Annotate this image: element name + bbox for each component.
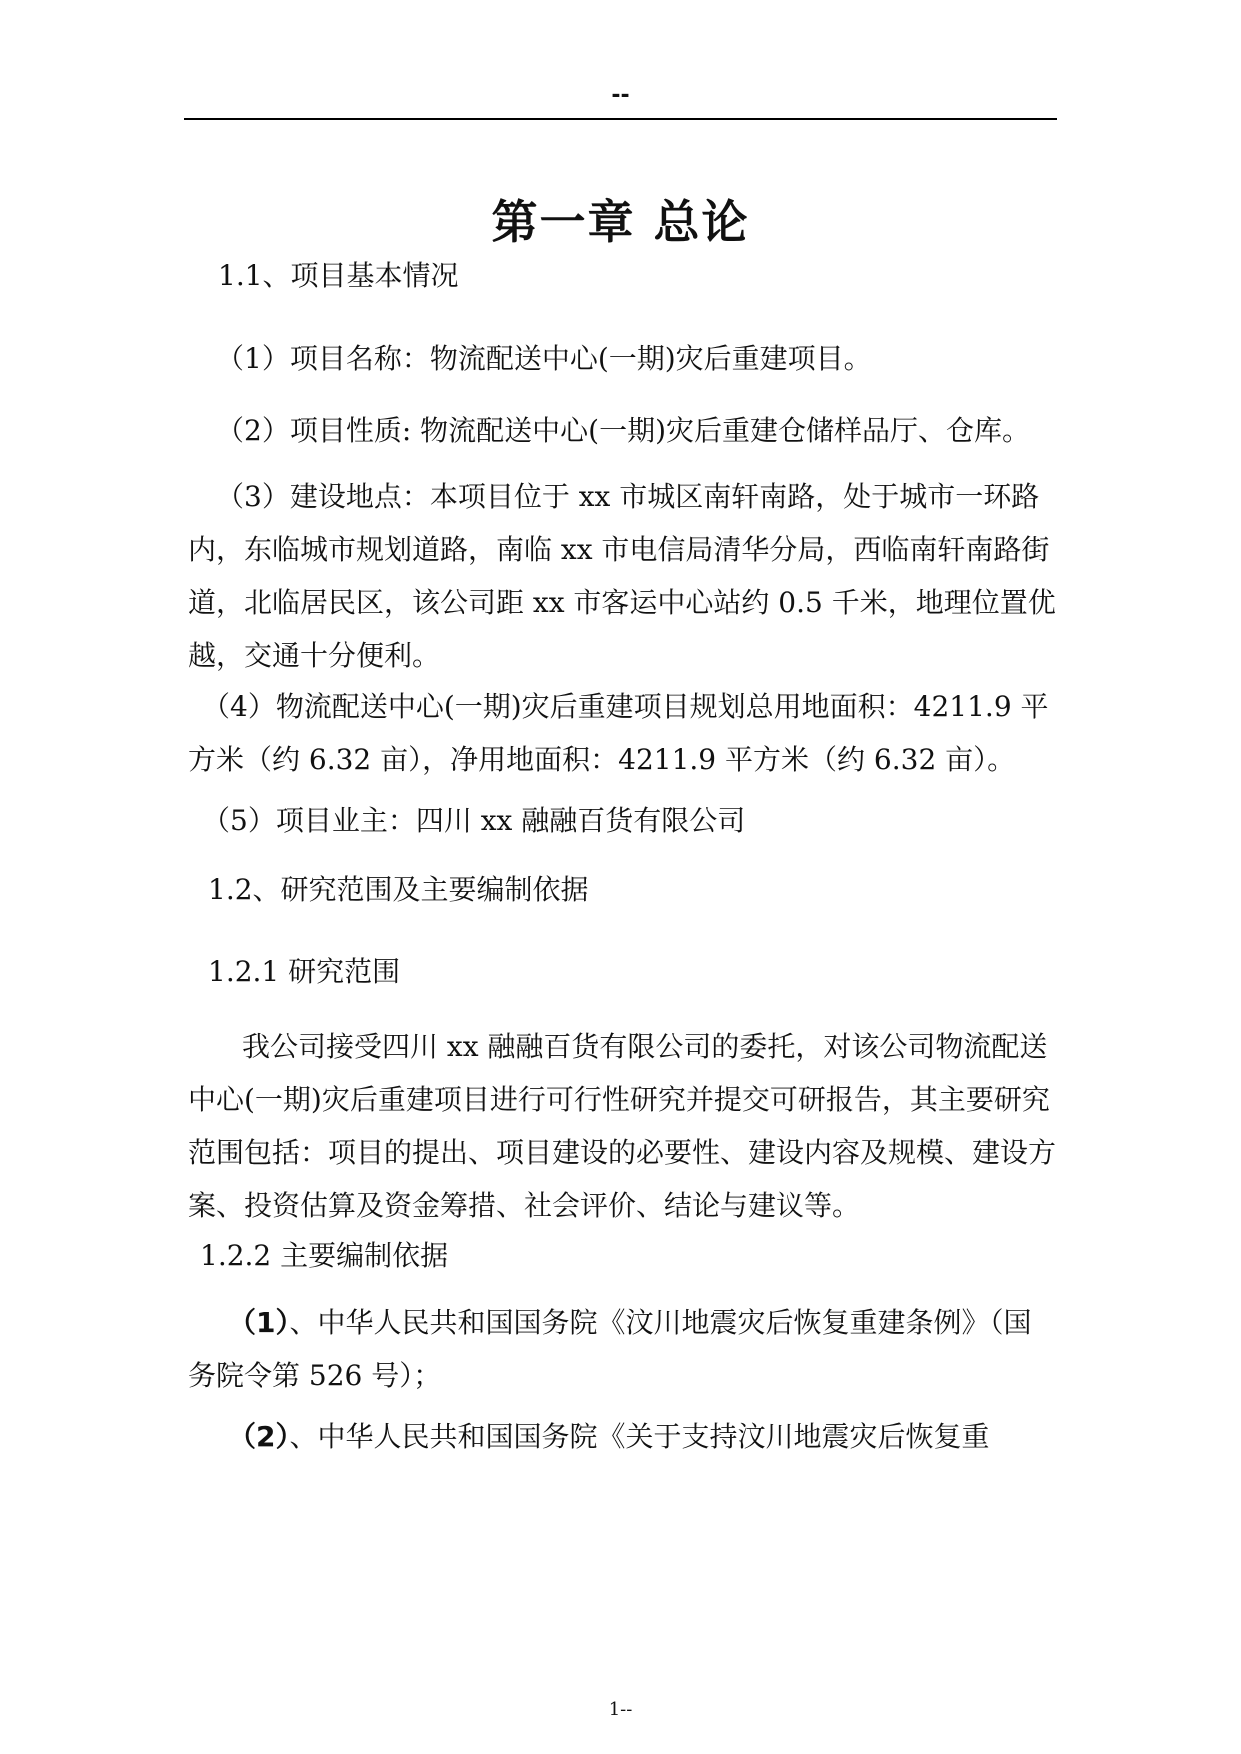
basis-item-1-number: （1）: [228, 1306, 290, 1339]
basis-item-1: [188, 1296, 1058, 1402]
item-project-nature: （2）项目性质: 物流配送中心(一期)灾后重建仓储样品厅、仓库。: [216, 414, 1030, 447]
header-divider: [184, 118, 1057, 120]
basis-item-2-number: （2）: [228, 1420, 290, 1453]
item-project-area: （4）物流配送中心(一期)灾后重建项目规划总用地面积：4211.9 平方米（约 6.32 亩），净用地面积：4211.9 平方米（约 6.32 亩）。: [188, 690, 1049, 776]
item-project-location: （3）建设地点：本项目位于 xx 市城区南轩南路，处于城市一环路内，东临城市规划道路，南临 xx 市电信局清华分局，西临南轩南路街道，北临居民区，该公司距 xx 市客运中心站约 0.5 千米，地理位置优越，交通十分便利。: [188, 480, 1056, 672]
page-header-mark: --: [611, 83, 630, 108]
item-project-name: （1）项目名称：物流配送中心(一期)灾后重建项目。: [216, 342, 872, 375]
section-heading-1-2-1: 1.2.1 研究范围: [208, 955, 401, 988]
basis-item-2-text: 、中华人民共和国国务院《关于支持汶川地震灾后恢复重: [289, 1420, 990, 1453]
item-project-owner: （5）项目业主：四川 xx 融融百货有限公司: [202, 804, 746, 837]
section-heading-1-2: 1.2、研究范围及主要编制依据: [208, 873, 589, 906]
chapter-title: 第一章 总论: [491, 195, 750, 249]
basis-item-2: [188, 1410, 1058, 1463]
section-heading-1-1: 1.1、项目基本情况: [218, 259, 459, 292]
basis-item-1-text: 、中华人民共和国国务院《汶川地震灾后恢复重建条例》（国务院令第 526 号）；: [188, 1306, 1032, 1392]
section-heading-1-2-2: 1.2.2 主要编制依据: [200, 1239, 449, 1272]
page-number: 1--: [608, 1699, 633, 1720]
research-scope-paragraph: 我公司接受四川 xx 融融百货有限公司的委托，对该公司物流配送中心(一期)灾后重建项目进行可行性研究并提交可研报告，其主要研究范围包括：项目的提出、项目建设的必要性、建设内容及规模、建设方案、投资估算及资金筹措、社会评价、结论与建议等。: [188, 1030, 1057, 1222]
